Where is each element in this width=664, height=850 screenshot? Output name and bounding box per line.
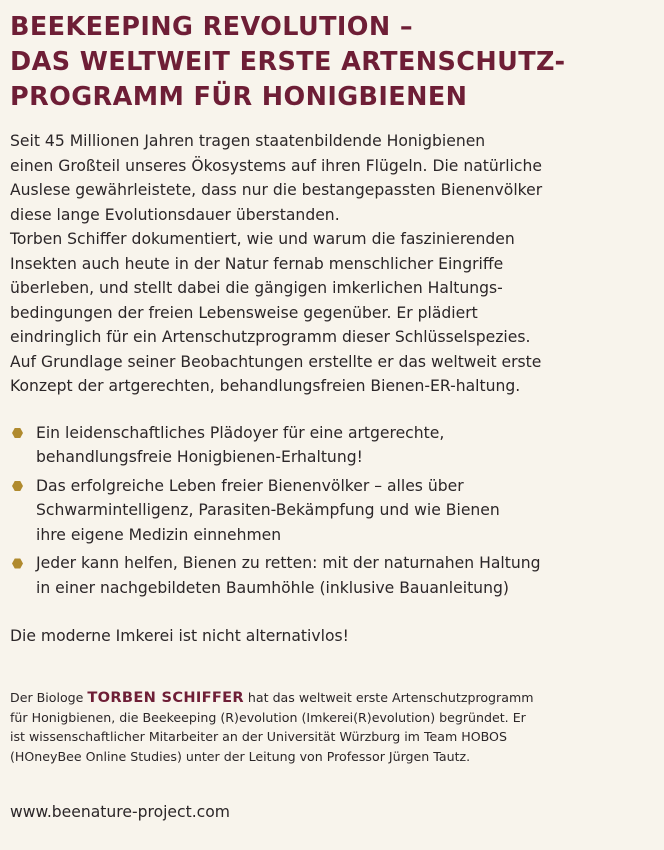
- hexagon-bullet-icon: [12, 481, 23, 492]
- bio-prefix: Der Biologe: [10, 690, 88, 705]
- bullet-item: [10, 551, 642, 600]
- bullet-line: in einer nachgebildeten Baumhöhle (inklusive Bauanleitung): [36, 578, 509, 597]
- author-name: TORBEN SCHIFFER: [87, 689, 244, 706]
- bullet-line: Ein leidenschaftliches Plädoyer für eine artgerechte,: [36, 423, 445, 442]
- intro-line: Auf Grundlage seiner Beobachtungen erstellte er das weltweit erste: [10, 352, 542, 371]
- bullet-line: Jeder kann helfen, Bienen zu retten: mit der naturnahen Haltung: [36, 554, 541, 572]
- intro-line: überleben, und stellt dabei die gängigen imkerlichen Haltungs-: [10, 279, 503, 297]
- title-line: BEEKEEPING REVOLUTION –: [10, 12, 413, 42]
- bullet-line: Schwarmintelligenz, Parasiten-Bekämpfung und wie Bienen: [36, 501, 500, 519]
- bio-line: für Honigbienen, die Beekeeping (R)evolution (Imkerei(R)evolution) begründet. Er: [10, 709, 526, 725]
- bullet-item: [10, 474, 642, 548]
- intro-line: einen Großteil unseres Ökosystems auf ihren Flügeln. Die natürliche: [10, 156, 542, 175]
- website-url: www.beenature-project.com: [10, 803, 230, 821]
- intro-line: Torben Schiffer dokumentiert, wie und warum die faszinierenden: [10, 230, 515, 248]
- bullet-list: [10, 421, 642, 601]
- bio-line: ist wissenschaftlicher Mitarbeiter an der Universität Würzburg im Team HOBOS: [10, 729, 507, 744]
- author-bio: [10, 688, 642, 766]
- bullet-line: behandlungsfreie Honigbienen-Erhaltung!: [36, 448, 363, 466]
- intro-line: diese lange Evolutionsdauer überstanden.: [10, 205, 340, 224]
- title-line: DAS WELTWEIT ERSTE ARTENSCHUTZ-: [10, 47, 566, 77]
- intro-line: Insekten auch heute in der Natur fernab menschlicher Eingriffe: [10, 254, 504, 273]
- intro-line: Seit 45 Millionen Jahren tragen staatenbildende Honigbienen: [10, 132, 486, 150]
- intro-line: Konzept der artgerechten, behandlungsfreien Bienen-ER-haltung.: [10, 377, 521, 395]
- bio-line1-rest: hat das weltweit erste Artenschutzprogramm: [243, 690, 534, 705]
- intro-line: Auslese gewährleistete, dass nur die bestangepassten Bienenvölker: [10, 181, 543, 199]
- bullet-line: Das erfolgreiche Leben freier Bienenvölker – alles über: [36, 476, 464, 495]
- bullet-line: ihre eigene Medizin einnehmen: [36, 525, 282, 544]
- title: [10, 10, 642, 115]
- bio-line: [10, 688, 642, 708]
- closing-statement: Die moderne Imkerei ist nicht alternativlos!: [10, 627, 349, 645]
- hexagon-bullet-icon: [12, 558, 23, 569]
- title-line: PROGRAMM FÜR HONIGBIENEN: [10, 82, 468, 112]
- bio-line: (HOneyBee Online Studies) unter der Leitung von Professor Jürgen Tautz.: [10, 748, 471, 764]
- hexagon-bullet-icon: [12, 428, 23, 439]
- intro-line: bedingungen der freien Lebensweise gegenüber. Er plädiert: [10, 303, 478, 322]
- bullet-item: [10, 421, 642, 470]
- intro-line: eindringlich für ein Artenschutzprogramm dieser Schlüsselspezies.: [10, 328, 531, 346]
- intro-text: [10, 129, 642, 399]
